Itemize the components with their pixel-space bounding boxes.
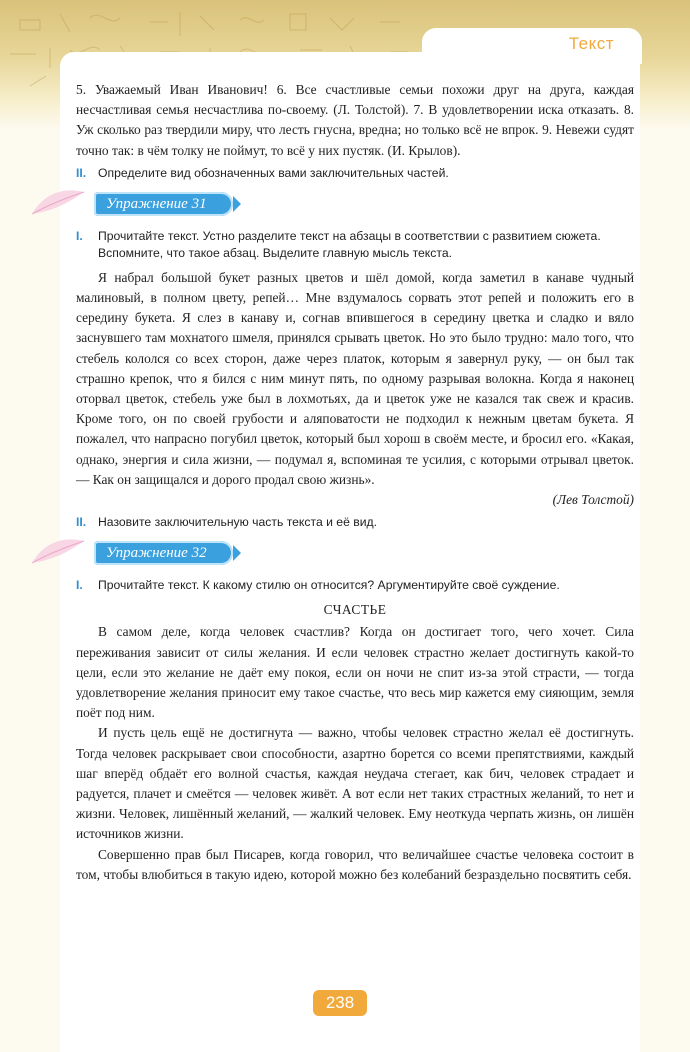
exercise-31-author: (Лев Толстой) [552, 492, 634, 508]
exercise-31-text: Я набрал большой букет разных цветов и шёл домой, когда заметил в канаве чудный малиновый, в полном цвету, репей… Мне вздумалось сорвать этот репей и положить его в середину букета. Я слез в канаву и, согнав впившегося в середину цветка и сладко и вяло заснувшего там мохнатого шмеля, принялся срывать цветок. Но это было трудно: мало того, что стебель кололся со всех сторон, даже через платок, которым я завернул руку, — он был так страшно крепок, что я бился с ним минут пять, по одному разрывая волокна. Когда я наконец оторвал цветок, стебель уже был в лохмотьях, да и цветок уже не казался так свеж и красив. Кроме того, он по своей грубости и аляповатости не подходил к нежным цветам букета. Я пожалел, что напрасно погубил цветок, который был хорош в своём месте, и бросил его. «Какая, однако, энергия и сила жизни, — подумал я, вспоминая те усилия, с которыми отрывал цветок. — Как он защищался и дорого продал свою жизнь». [76, 269, 634, 487]
paragraph-1: В самом деле, когда человек счастлив? Когда он достигает того, чего хочет. Сила переживания зависит от силы желания. И если человек страстно желает достигнуть какой-то цели, если это желание не даёт ему покоя, если он ночи не спит из-за этой страсти, — тогда удовлетворение желания приносит ему такое счастье, что весь мир кажется ему сияющим, земля поёт под ним. [76, 624, 634, 721]
task-i-32 [76, 577, 634, 594]
badge-arrow [233, 196, 241, 212]
task-text: Прочитайте текст. Устно разделите текст на абзацы в соответствии с развитием сюжета. Вспомните, что такое абзац. Выделите главную мысль текста. [98, 228, 601, 260]
exercise-32-badge [94, 541, 233, 565]
task-ii-before-31 [76, 165, 634, 182]
exercise-32-header [76, 537, 634, 571]
task-text: Назовите заключительную часть текста и её вид. [98, 515, 378, 530]
task-number: II. [76, 515, 87, 530]
badge-arrow [233, 545, 241, 561]
task-number: II. [76, 165, 87, 180]
text-title: СЧАСТЬЕ [323, 602, 387, 618]
exercise-31-badge [94, 192, 233, 216]
feather-icon [28, 533, 88, 573]
task-number: I. [76, 228, 83, 243]
task-text: Прочитайте текст. К какому стилю он относится? Аргументируйте своё суждение. [98, 578, 560, 593]
exercise-31-title: Упражнение 31 [106, 195, 207, 212]
task-i-31 [76, 228, 634, 262]
task-text: Определите вид обозначенных вами заключительных частей. [98, 165, 449, 180]
top-text: 5. Уважаемый Иван Иванович! 6. Все счастливые семьи похожи друг на друга, каждая несчастливая семья несчастлива по-своему. (Л. Толстой). 7. В удовлетворении иска отказать. 8. Уж сколько раз твердили миру, что лесть гнусна, вредна; но только всё не впрок. 9. Невежи судят точно так: в чём толку не поймут, то всё у них пустяк. (И. Крылов). [76, 82, 634, 158]
page-number: 238 [313, 990, 367, 1016]
exercise-31-header [76, 188, 634, 222]
exercise-32-title: Упражнение 32 [106, 545, 207, 562]
page-content [76, 80, 634, 885]
paragraph-2: И пусть цель ещё не достигнута — важно, чтобы человек страстно желал её достигнуть. Тогда человек раскрывает свои способности, азартно борется со всеми препятствиями, каждый шаг вперёд обдаёт его волной счастья, каждая неудача стегает, как бич, человек страдает и радуется, плачет и смеётся — человек живёт. А вот если нет таких страстных желаний, то нет и жизни. Человек, лишённый желаний, — жалкий человек. Ему неоткуда черпать жизнь, он лишён источников жизни. [76, 725, 634, 842]
paragraph-3: Совершенно прав был Писарев, когда говорил, что величайшее счастье человека состоит в том, чтобы влюбиться в такую идею, которой можно без колебаний безраздельно посвятить себя. [76, 846, 634, 882]
task-number: I. [76, 578, 83, 593]
section-label: Текст [568, 34, 614, 53]
feather-icon [28, 184, 88, 224]
task-ii-31 [76, 514, 634, 531]
